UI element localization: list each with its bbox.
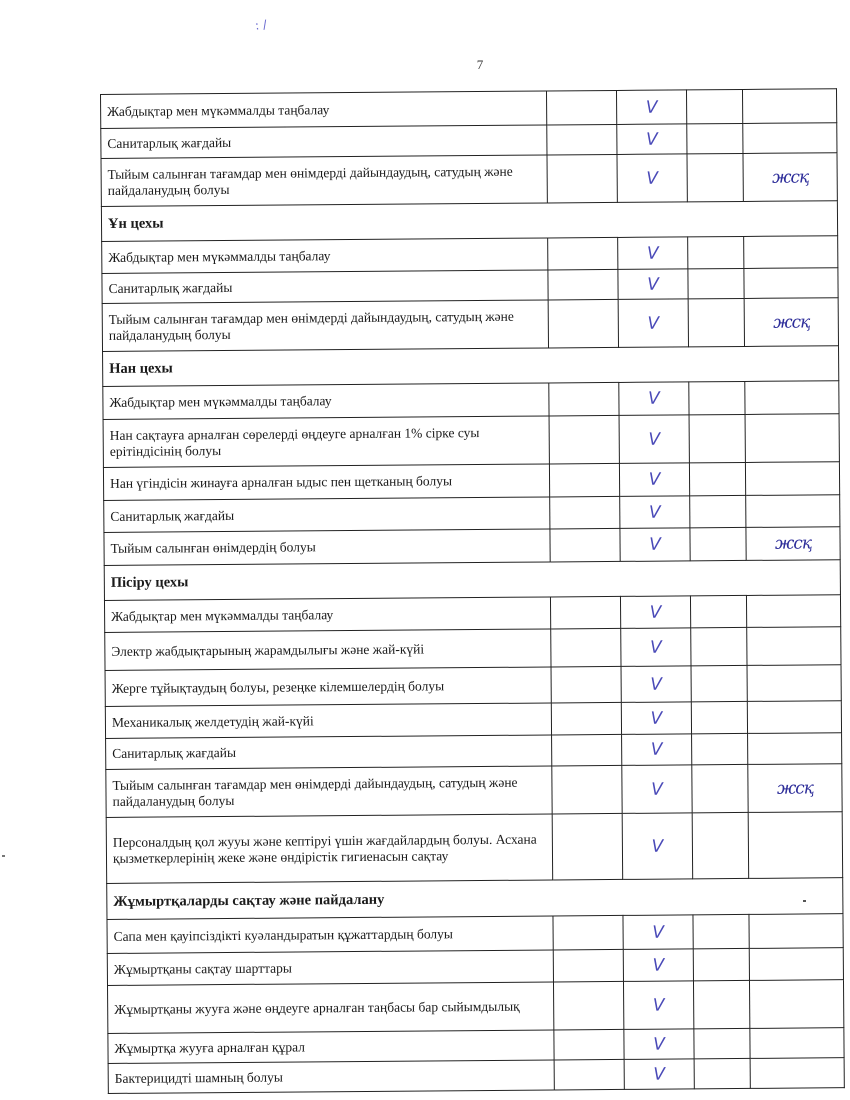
- column-empty: [691, 627, 747, 665]
- requirement-text: Нан сақтауға арналған сөрелерді өңдеуге арналған 1% сірке суы ерітіндісінің болуы: [103, 416, 549, 468]
- requirement-text: Персоналдың қол жууы және кептіруі үшін жағдайлардың болуы. Асхана қызметкерлерінің жеке және өндірістік гигиенасын сақтау: [106, 814, 553, 884]
- check-mark: V: [621, 702, 691, 735]
- column-yes-empty: [549, 415, 619, 464]
- column-yes-empty: [550, 496, 620, 529]
- requirement-text: Санитарлық жағдайы: [101, 125, 547, 159]
- column-empty: [688, 268, 744, 298]
- column-yes-empty: [554, 1029, 624, 1060]
- checklist-row: [101, 89, 837, 129]
- scan-speck: [2, 855, 5, 857]
- column-yes-empty: [548, 237, 618, 270]
- handwritten-note: [747, 665, 841, 702]
- check-mark: V: [616, 90, 686, 125]
- check-mark: V: [620, 528, 690, 562]
- checklist-row: [107, 914, 843, 954]
- check-mark: V: [624, 1029, 694, 1060]
- column-empty: [686, 89, 742, 123]
- handwritten-note: жсқ: [743, 153, 837, 202]
- column-yes-empty: [548, 269, 618, 300]
- column-empty: [694, 1058, 750, 1088]
- column-empty: [689, 462, 745, 495]
- column-yes-empty: [547, 154, 617, 203]
- column-yes-empty: [553, 949, 623, 982]
- checklist-row: [101, 153, 837, 207]
- requirement-text: Жабдықтар мен мүкәммалды таңбалау: [103, 383, 549, 420]
- section-title: Нан цехы: [103, 346, 839, 387]
- column-empty: [693, 914, 749, 948]
- column-yes-empty: [551, 666, 621, 703]
- check-mark: V: [620, 496, 690, 529]
- column-empty: [690, 595, 746, 627]
- requirement-text: Механикалық желдетудің жай-күйі: [105, 703, 551, 739]
- column-yes-empty: [550, 596, 620, 629]
- requirement-text: Тыйым салынған тағамдар мен өнімдерді дайындаудың, сатудың және пайдаланудың болуы: [102, 300, 548, 352]
- requirement-text: Электр жабдықтарының жарамдылығы және жай-күйі: [105, 629, 551, 671]
- check-mark: V: [623, 915, 693, 950]
- checklist-body: [101, 89, 845, 1094]
- handwritten-note: [743, 123, 837, 154]
- check-mark: V: [617, 124, 687, 155]
- column-yes-empty: [554, 1059, 624, 1090]
- requirement-text: Тыйым салынған тағамдар мен өнімдерді дайындаудың, сатудың және пайдаланудың болуы: [106, 766, 552, 818]
- handwritten-note: [749, 980, 843, 1029]
- checklist-row: [108, 1058, 844, 1094]
- column-empty: [692, 812, 749, 878]
- requirement-text: Тыйым салынған өнімдердің болуы: [104, 529, 550, 566]
- column-yes-empty: [552, 734, 622, 766]
- column-empty: [693, 948, 749, 980]
- column-empty: [691, 665, 747, 701]
- requirement-text: Санитарлық жағдайы: [106, 735, 552, 770]
- column-empty: [689, 414, 745, 462]
- column-empty: [693, 980, 749, 1028]
- section-title: Пісіру цехы: [104, 560, 840, 601]
- check-mark: V: [622, 734, 692, 766]
- check-mark: V: [618, 237, 688, 270]
- handwritten-note: [744, 236, 838, 269]
- requirement-text: Жұмыртқаны сақтау шарттары: [107, 950, 553, 986]
- requirement-text: Жерге тұйықтаудың болуы, резеңке кілемшелердің болуы: [105, 667, 551, 707]
- checklist-row: [103, 414, 839, 468]
- handwritten-note: [745, 381, 839, 415]
- column-yes-empty: [549, 463, 619, 497]
- handwritten-note: [742, 89, 836, 124]
- checklist-sheet: [100, 88, 846, 1094]
- requirement-text: Жұмыртқаны жууға және өңдеуге арналған таңбасы бар сыйымдылық: [108, 982, 554, 1034]
- section-header-row: [103, 346, 839, 387]
- handwritten-note: [749, 914, 843, 949]
- check-mark: V: [619, 463, 689, 497]
- handwritten-note: [750, 1028, 844, 1059]
- column-empty: [690, 495, 746, 527]
- requirement-text: Жабдықтар мен мүкәммалды таңбалау: [102, 238, 548, 274]
- requirement-text: Санитарлық жағдайы: [102, 270, 548, 304]
- column-yes-empty: [552, 765, 622, 814]
- section-title: Ұн цехы: [101, 201, 837, 242]
- requirement-text: Жұмыртқа жууға арналған құрал: [108, 1030, 554, 1064]
- column-empty: [691, 701, 747, 733]
- check-mark: V: [617, 154, 687, 203]
- scan-speck: [803, 900, 806, 902]
- column-empty: [687, 123, 743, 153]
- column-empty: [690, 527, 746, 560]
- section-header-row: [107, 878, 843, 920]
- handwritten-note: [745, 414, 839, 463]
- page-number: 7: [476, 57, 484, 72]
- column-empty: [688, 298, 744, 346]
- check-mark: V: [622, 765, 692, 814]
- check-mark: V: [621, 628, 691, 667]
- checklist-row: [105, 627, 841, 671]
- column-yes-empty: [548, 299, 618, 348]
- column-yes-empty: [553, 981, 623, 1030]
- requirement-text: Бактерицидті шамның болуы: [108, 1060, 554, 1094]
- requirement-text: Жабдықтар мен мүкәммалды таңбалау: [101, 91, 547, 129]
- section-title: Жұмыртқаларды сақтау және пайдалану: [107, 878, 843, 920]
- handwritten-marks: : /: [254, 17, 268, 33]
- checklist-row: [102, 298, 838, 352]
- checklist-row: [105, 665, 841, 707]
- check-mark: V: [623, 949, 693, 982]
- handwritten-note: [747, 701, 841, 734]
- handwritten-note: [746, 495, 840, 528]
- column-yes-empty: [547, 124, 617, 155]
- column-yes-empty: [551, 628, 621, 667]
- checklist-row: [108, 980, 844, 1034]
- column-empty: [692, 733, 748, 764]
- column-empty: [689, 381, 745, 414]
- handwritten-note: [746, 595, 840, 628]
- column-empty: [688, 236, 744, 268]
- handwritten-note: жсқ: [748, 764, 842, 813]
- check-mark: V: [620, 596, 690, 629]
- handwritten-note: [747, 627, 841, 666]
- handwritten-note: [750, 1058, 844, 1089]
- requirement-text: Санитарлық жағдайы: [104, 497, 550, 533]
- check-mark: V: [618, 299, 688, 348]
- checklist-row: [106, 812, 842, 884]
- requirement-text: Сапа мен қауіпсіздікті куәландыратын құжаттардың болуы: [107, 916, 553, 954]
- section-header-row: [101, 201, 837, 242]
- column-yes-empty: [549, 382, 619, 416]
- handwritten-note: [744, 268, 838, 299]
- column-yes-empty: [553, 915, 623, 950]
- requirement-text: Жабдықтар мен мүкәммалды таңбалау: [104, 597, 550, 633]
- check-mark: V: [619, 382, 689, 416]
- requirement-text: Тыйым салынған тағамдар мен өнімдерді дайындаудың, сатудың және пайдаланудың болуы: [101, 155, 547, 207]
- column-yes-empty: [550, 528, 620, 562]
- inspection-checklist-table: [100, 88, 845, 1094]
- handwritten-note: жсқ: [744, 298, 838, 347]
- column-empty: [692, 764, 748, 812]
- column-yes-empty: [551, 702, 621, 735]
- handwritten-note: жсқ: [746, 527, 840, 561]
- check-mark: V: [621, 666, 691, 703]
- column-empty: [694, 1028, 750, 1058]
- handwritten-note: [748, 812, 843, 879]
- section-header-row: [104, 560, 840, 601]
- column-yes-empty: [552, 813, 623, 880]
- check-mark: V: [619, 415, 689, 464]
- handwritten-note: [749, 948, 843, 981]
- check-mark: V: [623, 981, 693, 1030]
- check-mark: V: [624, 1059, 694, 1090]
- handwritten-note: [745, 462, 839, 496]
- requirement-text: Нан үгіндісін жинауға арналған ыдыс пен щетканың болуы: [103, 464, 549, 501]
- check-mark: V: [622, 813, 693, 880]
- column-yes-empty: [546, 90, 616, 125]
- check-mark: V: [618, 269, 688, 300]
- checklist-row: [106, 764, 842, 818]
- handwritten-note: [748, 733, 842, 765]
- column-empty: [687, 153, 743, 201]
